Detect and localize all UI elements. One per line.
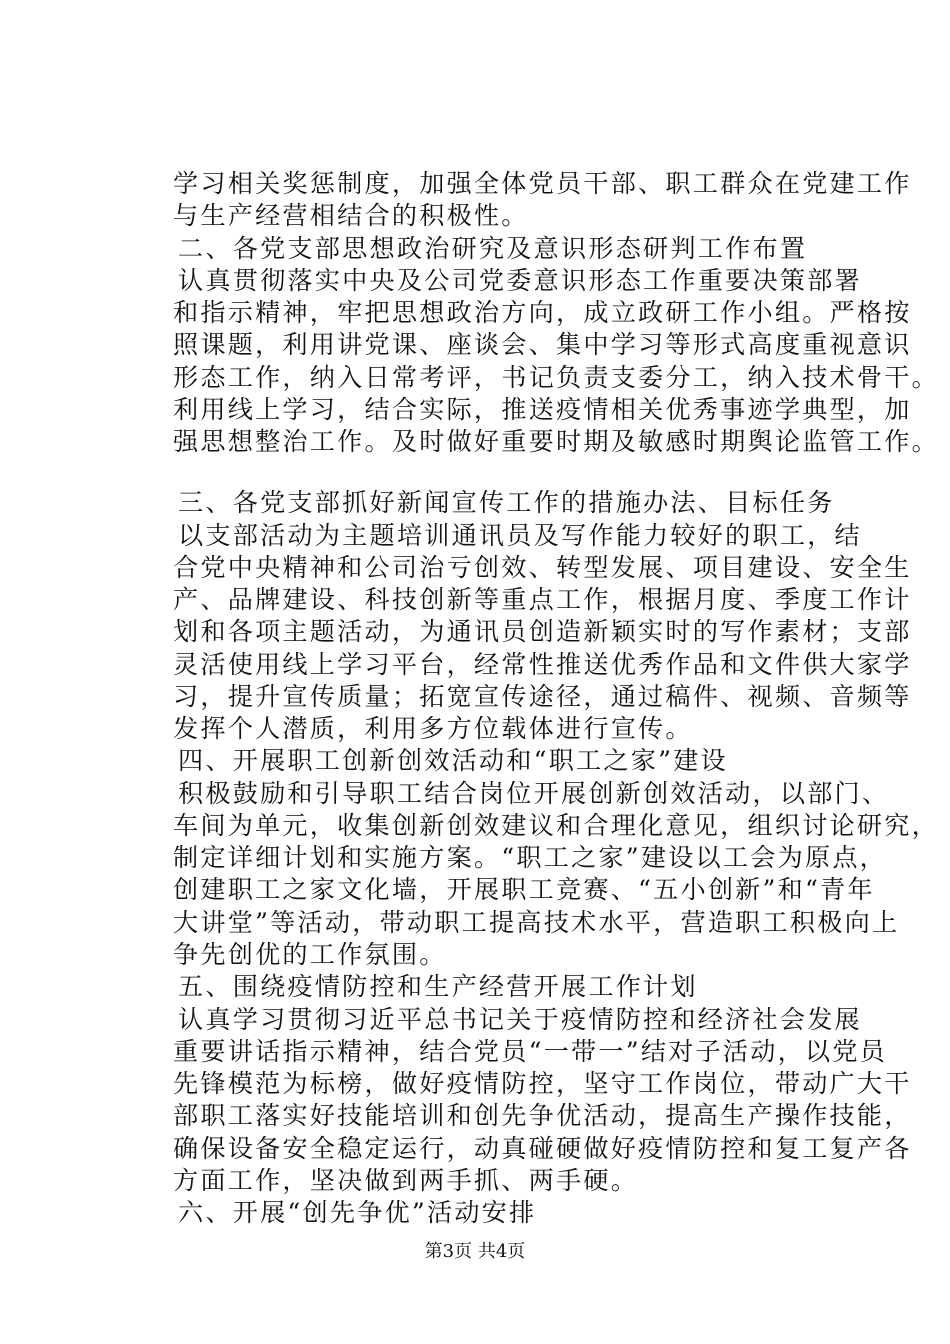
body-text-line: 制定详细计划和实施方案。“职工之家”建设以工会为原点，	[173, 843, 888, 873]
body-text-line: 灵活使用线上学习平台，经常性推送优秀作品和文件供大家学	[173, 649, 912, 679]
body-text-line: 认真贯彻落实中央及公司党委意识形态工作重要决策部署	[178, 265, 862, 295]
body-text-line: 强思想整治工作。及时做好重要时期及敏感时期舆论监管工作。	[173, 427, 939, 457]
body-text-line: 照课题，利用讲党课、座谈会、集中学习等形式高度重视意识	[173, 330, 912, 360]
body-text-line: 习，提升宣传质量；拓宽宣传途径，通过稿件、视频、音频等	[173, 681, 912, 711]
body-text-line: 争先创优的工作氛围。	[173, 940, 447, 969]
body-text-line: 确保设备安全稳定运行，动真碰硬做好疫情防控和复工复产各	[173, 1133, 912, 1163]
body-text-line: 学习相关奖惩制度，加强全体党员干部、职工群众在党建工作	[173, 169, 912, 198]
body-text-line: 形态工作，纳入日常考评，书记负责支委分工，纳入技术骨干。	[173, 362, 939, 392]
body-text-line: 积极鼓励和引导职工结合岗位开展创新创效活动，以部门、	[178, 778, 890, 808]
page-number-footer: 第3页 共4页	[424, 1241, 526, 1262]
body-text-line: 车间为单元，收集创新创效建议和合理化意见，组织讨论研究，	[173, 810, 939, 840]
section-heading-3: 三、各党支部抓好新闻宣传工作的措施办法、目标任务	[178, 488, 835, 518]
body-text-line: 部职工落实好技能培训和创先争优活动，提高生产操作技能，	[173, 1101, 912, 1131]
section-heading-2: 二、各党支部思想政治研究及意识形态研判工作布置	[178, 233, 808, 263]
body-text-line: 与生产经营相结合的积极性。	[173, 201, 529, 231]
body-text-line: 划和各项主题活动，为通讯员创造新颖实时的写作素材；支部	[173, 617, 912, 647]
section-heading-5: 五、围绕疫情防控和生产经营开展工作计划	[178, 972, 698, 1002]
body-text-line: 先锋模范为标榜，做好疫情防控，坚守工作岗位，带动广大干	[173, 1069, 912, 1099]
body-text-line: 合党中央精神和公司治亏创效、转型发展、项目建设、安全生	[173, 552, 912, 582]
body-text-line: 产、品牌建设、科技创新等重点工作，根据月度、季度工作计	[173, 585, 912, 615]
body-text-line: 利用线上学习，结合实际，推送疫情相关优秀事迹学典型，加	[173, 394, 912, 424]
section-heading-6: 六、开展“创先争优”活动安排	[178, 1198, 537, 1228]
body-text-line: 大讲堂”等活动，带动职工提高技术水平，营造职工积极向上	[173, 907, 900, 937]
body-text-line: 认真学习贯彻习近平总书记关于疫情防控和经济社会发展	[178, 1004, 862, 1034]
body-text-line: 发挥个人潜质，利用多方位载体进行宣传。	[173, 714, 693, 744]
body-text-line: 创建职工之家文化墙，开展职工竞赛、“五小创新”和“青年	[173, 875, 875, 905]
body-text-line: 和指示精神，牢把思想政治方向，成立政研工作小组。严格按	[173, 298, 912, 328]
body-text-line: 方面工作，坚决做到两手抓、两手硬。	[173, 1165, 639, 1195]
section-heading-4: 四、开展职工创新创效活动和“职工之家”建设	[178, 746, 728, 776]
body-text-line: 以支部活动为主题培训通讯员及写作能力较好的职工，结	[178, 520, 862, 550]
body-text-line: 重要讲话指示精神，结合党员“一带一”结对子活动，以党员	[173, 1036, 888, 1066]
